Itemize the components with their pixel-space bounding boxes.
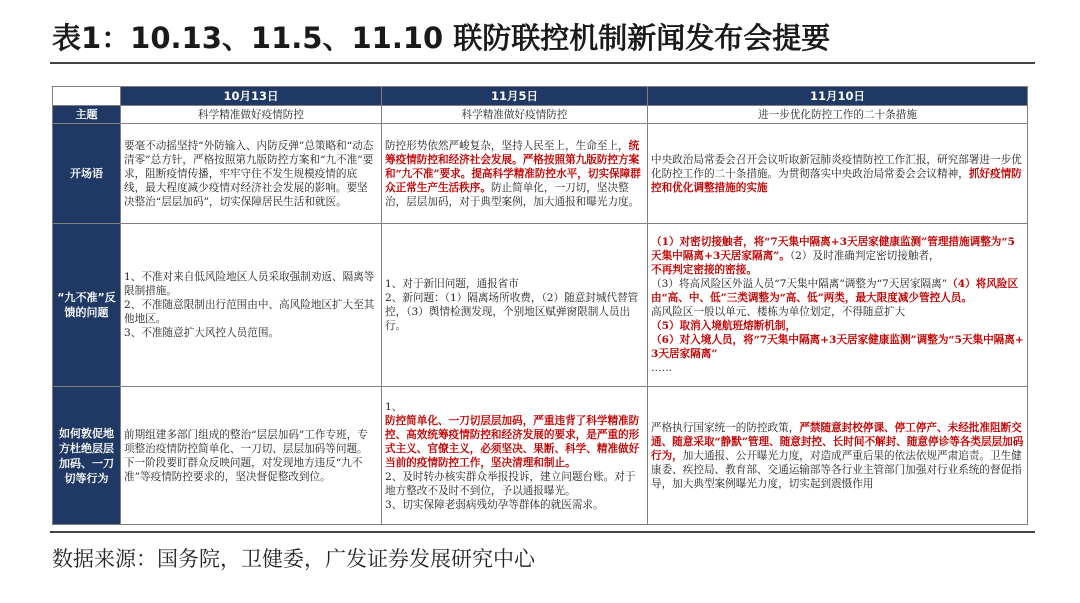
table-row-opening: [53, 124, 1028, 224]
highlight-text: （6）对入境人员，将“7天集中隔离+3天居家健康监测”调整为“5天集中隔离+3天居家隔离”: [651, 334, 1024, 360]
cell-text: 1、不准对来自低风险地区人员采取强制劝返、隔离等限制措施。: [124, 271, 375, 297]
cell-text: 高风险区一般以单元、楼栋为单位划定，不得随意扩大: [651, 306, 906, 318]
cell-text: 2、及时转办核实群众举报投诉，建立问题台账。对于地方整改不及时不到位，予以通报曝光。: [385, 470, 636, 497]
cell-text: 2、新问题：（1）隔离场所收费，（2）随意封城代替管控，（3）舆情检测发现，个别地区赋弹窗限制人员出行。: [385, 292, 639, 332]
cell: [121, 224, 382, 387]
cell-text: 科学精准做好疫情防控: [198, 108, 304, 121]
cell: [382, 124, 648, 224]
footer-divider: [50, 531, 1035, 533]
corner-cell: [53, 87, 121, 106]
cell: [648, 106, 1028, 124]
row-header: 如何敦促地方杜绝层层加码、一刀切等行为: [53, 387, 121, 525]
row-header: 开场语: [53, 124, 121, 224]
cell-text: （3）将高风险区外溢人员“7天集中隔离”调整为“7天居家隔离”: [651, 278, 948, 290]
highlight-text: （4）将风险区由“高、中、低”三类调整为“高、低”两类，最大限度减少管控人员。: [651, 278, 1019, 304]
title-divider: [50, 62, 1035, 64]
cell-text: 科学精准做好疫情防控: [461, 108, 568, 121]
highlight-text: 防控简单化、一刀切层层加码，严重违背了科学精准防控、高效统筹疫情防控和经济发展的要求，是严重的形式主义、官僚主义，必须坚决、果断、科学、精准做好当前的疫情防控工作，坚决清理和制止。: [385, 414, 640, 469]
row-header: “九不准”反馈的问题: [53, 224, 121, 387]
cell: [648, 224, 1028, 387]
cell-text: （2）及时准确判定密切接触者，: [789, 250, 940, 262]
cell-text: 要毫不动摇坚持“外防输入、内防反弹”总策略和“动态清零”总方针，严格按照第九版防控方案和“九不准”要求，阻断疫情传播，牢牢守住不发生规模疫情的底线，最大程度减少疫情对经济社会发展的影响。要坚决整治“层层加码”，切实保障居民生活和就医。: [124, 139, 374, 208]
column-header: 11月5日: [382, 87, 648, 106]
cell: [121, 124, 382, 224]
cell-text: 2、不准随意限制出行范围由中、高风险地区扩大至其他地区。: [124, 299, 375, 325]
header-row: [53, 87, 1028, 106]
column-header: 10月13日: [121, 87, 382, 106]
cell-text: 1、对于新旧问题，通报省市: [385, 278, 519, 290]
table-row-theme: [53, 106, 1028, 124]
highlight-text: 抓好疫情防控和优化调整措施的实施: [651, 167, 1022, 194]
cell: [382, 387, 648, 525]
cell-text: 进一步优化防控工作的二十条措施: [758, 108, 917, 121]
cell-text: 下一阶段要盯群众反映问题，对发现地方违反“九不准”等疫情防控要求的，坚决督促整改到位。: [124, 456, 363, 483]
highlight-text: 严禁随意封校停课、停工停产、未经批准阻断交通、随意采取“静默”管理、随意封控、长时间不解封、随意停诊等各类层层加码行为，: [651, 421, 1024, 462]
table-row-nine-rules: [53, 224, 1028, 387]
cell-text: 防止简单化，一刀切，坚决整治，层层加码，对于典型案例，加大通报和曝光力度。: [385, 181, 640, 208]
cell: [648, 124, 1028, 224]
highlight-text: 不再判定密接的密接。: [651, 264, 757, 276]
cell-text: 前期组建多部门组成的整治“层层加码”工作专班，专项整治疫情防控简单化、一刀切、层层加码等问题。: [124, 428, 368, 455]
cell: [382, 106, 648, 124]
highlight-text: （1）对密切接触者，将“7天集中隔离+3天居家健康监测”管理措施调整为“5天集中隔离+3天居家隔离”。: [651, 236, 1015, 262]
cell-text: 防控形势依然严峻复杂，坚持人民至上，生命至上，: [385, 139, 629, 152]
cell-text: 加大通报、公开曝光力度，对造成严重后果的依法依规严肃追责。卫生健康委、疾控局、教育部、交通运输部等各行业主管部门加强对行业系统的督促指导，加大典型案例曝光力度，切实起到震慑作用: [651, 449, 1022, 490]
highlight-text: （5）取消入境航班熔断机制，: [651, 320, 797, 332]
page-title: 表1：10.13、11.5、11.10 联防联控机制新闻发布会提要: [52, 21, 831, 55]
cell-text: 3、切实保障老弱病残幼孕等群体的就医需求。: [385, 498, 604, 511]
table-row-supervision: [53, 387, 1028, 525]
column-header: 11月10日: [648, 87, 1028, 106]
highlight-text: 统筹疫情防控和经济社会发展。严格按照第九版防控方案和“九不准”要求。提高科学精准防控水平，切实保障群众正常生产生活秩序。: [385, 139, 641, 194]
cell-text: ……: [651, 362, 673, 374]
cell-text: 3、不准随意扩大风控人员范围。: [124, 327, 280, 339]
source-note: 数据来源：国务院，卫健委，广发证券发展研究中心: [52, 547, 535, 571]
cell-text: 严格执行国家统一的防控政策，: [651, 421, 800, 434]
cell: [121, 387, 382, 525]
row-header: 主题: [53, 106, 121, 124]
cell: [648, 387, 1028, 525]
cell-text: 1、: [385, 400, 403, 413]
cell-text: 中央政治局常委会召开会议听取新冠肺炎疫情防控工作汇报，研究部署进一步优化防控工作的二十条措施。为贯彻落实中央政治局常委会会议精神，: [651, 153, 1022, 180]
briefing-table: [52, 86, 1028, 525]
cell: [121, 106, 382, 124]
cell: [382, 224, 648, 387]
